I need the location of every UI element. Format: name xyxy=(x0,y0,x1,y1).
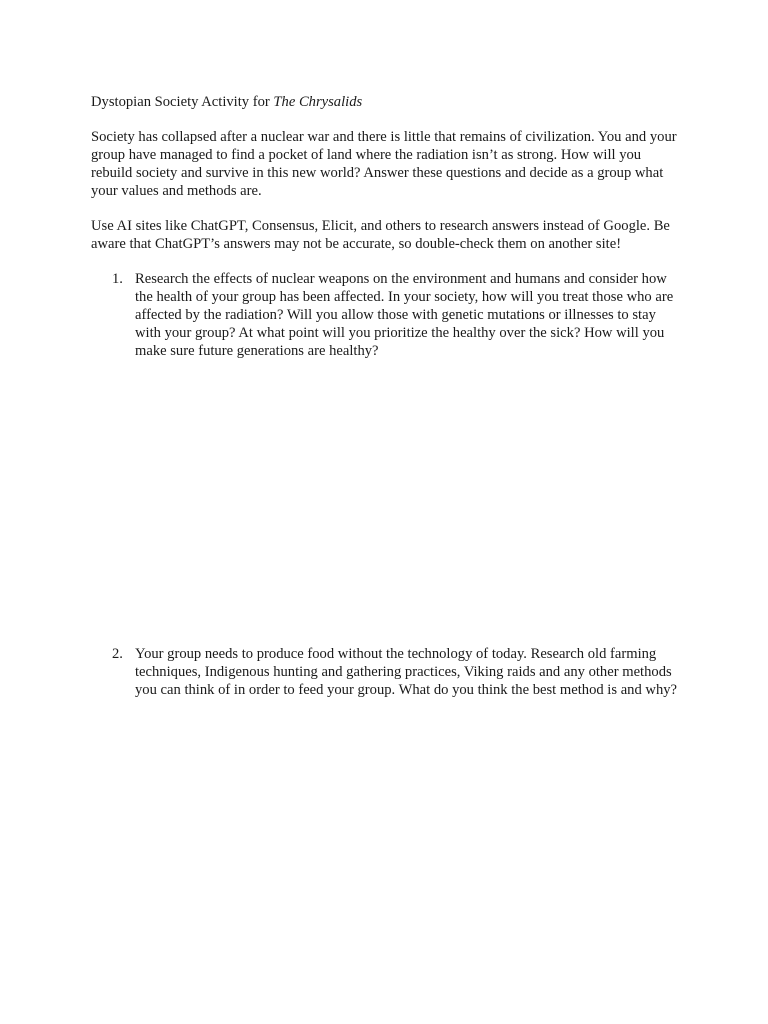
question-list xyxy=(91,270,681,699)
document-body xyxy=(91,93,681,699)
question-item-2 xyxy=(91,645,681,699)
question-text: Research the effects of nuclear weapons on the environment and humans and consider how the health of your group has been affected. In your society, how will you treat those who are affected by the radiation? Will you allow those with genetic mutations or illnesses to stay with your group? At what point will you prioritize the healthy over the sick? How will you make sure future generations are healthy? xyxy=(135,271,674,359)
question-number: 2. xyxy=(112,646,123,662)
ai-research-paragraph: Use AI sites like ChatGPT, Consensus, Elicit, and others to research answers instead of Google. Be aware that ChatGPT’s answers may not be accurate, so double-check them on another site! xyxy=(91,218,670,252)
question-number: 1. xyxy=(112,271,123,287)
book-title: The Chrysalids xyxy=(273,94,363,110)
document-title xyxy=(91,93,681,111)
question-item-1 xyxy=(91,270,681,360)
intro-paragraph: Society has collapsed after a nuclear war and there is little that remains of civilization. You and your group have managed to find a pocket of land where the radiation isn’t as strong. How will you rebuild society and survive in this new world? Answer these questions and decide as a group what your values and methods are. xyxy=(91,129,677,199)
title-prefix: Dystopian Society Activity for xyxy=(91,94,274,110)
question-text: Your group needs to produce food without the technology of today. Research old farming techniques, Indigenous hunting and gathering practices, Viking raids and any other methods you can think of in order to feed your group. What do you think the best method is and why? xyxy=(135,646,678,698)
